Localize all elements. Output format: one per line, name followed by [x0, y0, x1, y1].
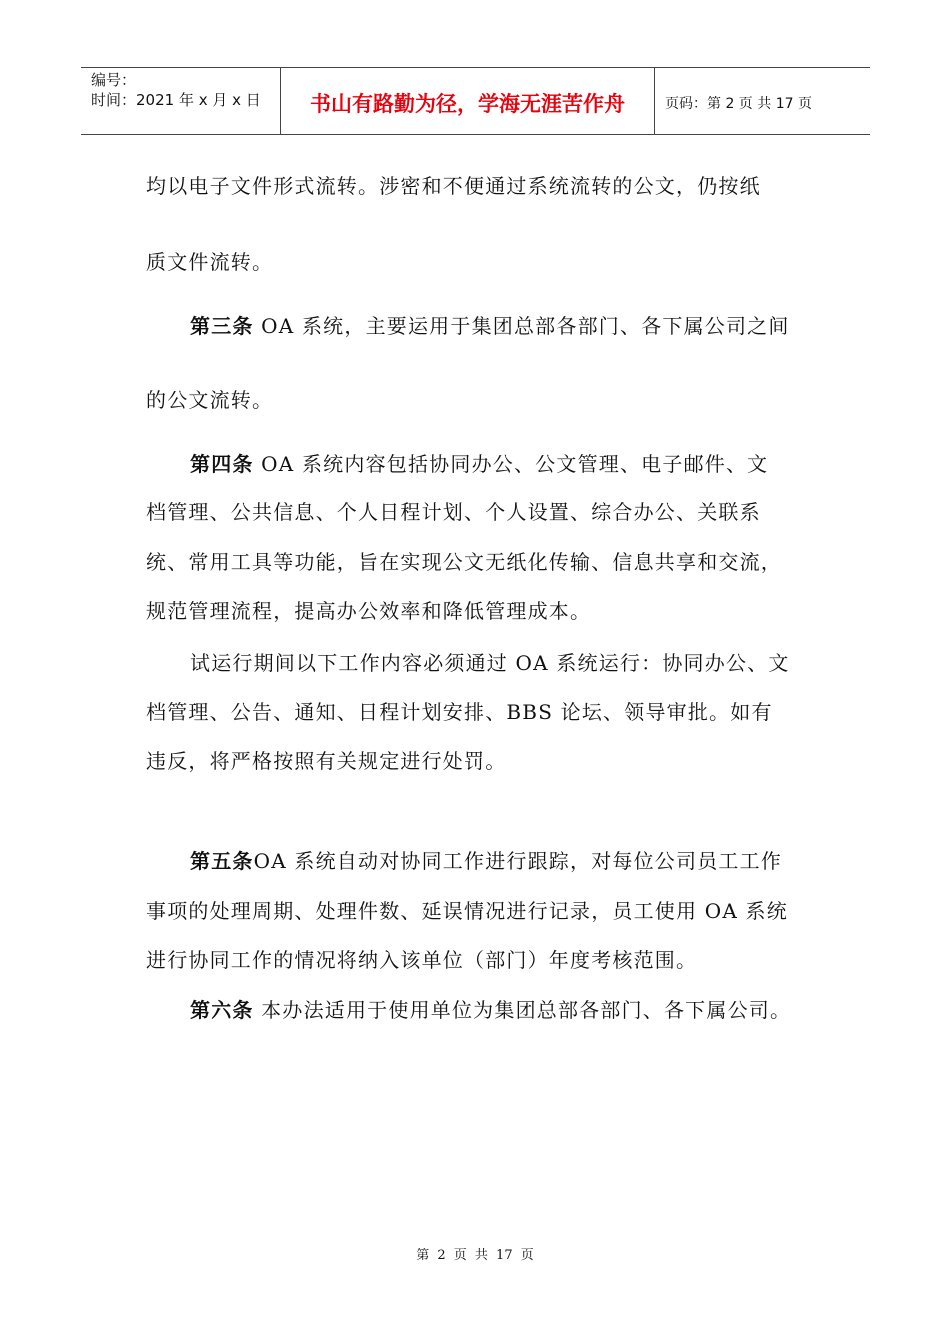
- line-text: 进行协同工作的情况将纳入该单位（部门）年度考核范围。: [146, 948, 698, 972]
- line-text: 均以电子文件形式流转。涉密和不便通过系统流转的公文，仍按纸: [146, 174, 761, 198]
- paragraph-line: [146, 895, 826, 924]
- line-text: 事项的处理周期、处理件数、延误情况进行记录，员工使用 OA 系统: [146, 899, 788, 923]
- paragraph-line: [146, 944, 826, 973]
- paragraph-line: [146, 246, 826, 275]
- paragraph-line: [190, 647, 870, 676]
- line-text: 本办法适用于使用单位为集团总部各部门、各下属公司。: [253, 998, 792, 1022]
- line-text: 试运行期间以下工作内容必须通过 OA 系统运行：协同办公、文: [190, 651, 790, 675]
- line-text: 档管理、公告、通知、日程计划安排、BBS 论坛、领导审批。如有: [146, 700, 773, 724]
- article-heading: 第五条: [190, 849, 254, 873]
- header-meta: [81, 68, 281, 134]
- paragraph-line: [146, 170, 826, 199]
- paragraph-line: [146, 546, 826, 575]
- header-page-info: 页码：第 2 页 共 17 页: [665, 96, 812, 112]
- paragraph-line: [146, 696, 826, 725]
- paragraph-line: [146, 496, 826, 525]
- article-3-line: [190, 310, 870, 339]
- page-footer: 第 2 页 共 17 页: [416, 1248, 534, 1263]
- page-header: [81, 67, 870, 135]
- line-text: 质文件流转。: [146, 250, 274, 274]
- article-4-line: [190, 448, 870, 477]
- article-6-line: [190, 994, 870, 1023]
- line-text: 统、常用工具等功能，旨在实现公文无纸化传输、信息共享和交流，: [146, 550, 782, 574]
- article-5-line: [190, 845, 870, 874]
- paragraph-line: [146, 745, 826, 774]
- line-text: OA 系统内容包括协同办公、公文管理、电子邮件、文: [253, 452, 769, 476]
- article-heading: 第四条: [190, 452, 254, 476]
- number-label: 编号：: [91, 71, 137, 89]
- line-text: 的公文流转。: [146, 388, 274, 412]
- header-motto: 书山有路勤为径，学海无涯苦作舟: [281, 68, 655, 134]
- article-heading: 第三条: [190, 314, 254, 338]
- line-text: OA 系统自动对协同工作进行跟踪，对每位公司员工工作: [253, 849, 783, 873]
- article-heading: 第六条: [190, 998, 254, 1022]
- line-text: 档管理、公共信息、个人日程计划、个人设置、综合办公、关联系: [146, 500, 761, 524]
- line-text: 规范管理流程，提高办公效率和降低管理成本。: [146, 599, 592, 623]
- line-text: 违反，将严格按照有关规定进行处罚。: [146, 749, 507, 773]
- paragraph-line: [146, 595, 826, 624]
- line-text: OA 系统，主要运用于集团总部各部门、各下属公司之间: [253, 314, 790, 338]
- paragraph-line: [146, 384, 826, 413]
- date-label: 时间：2021 年 x 月 x 日: [91, 91, 261, 109]
